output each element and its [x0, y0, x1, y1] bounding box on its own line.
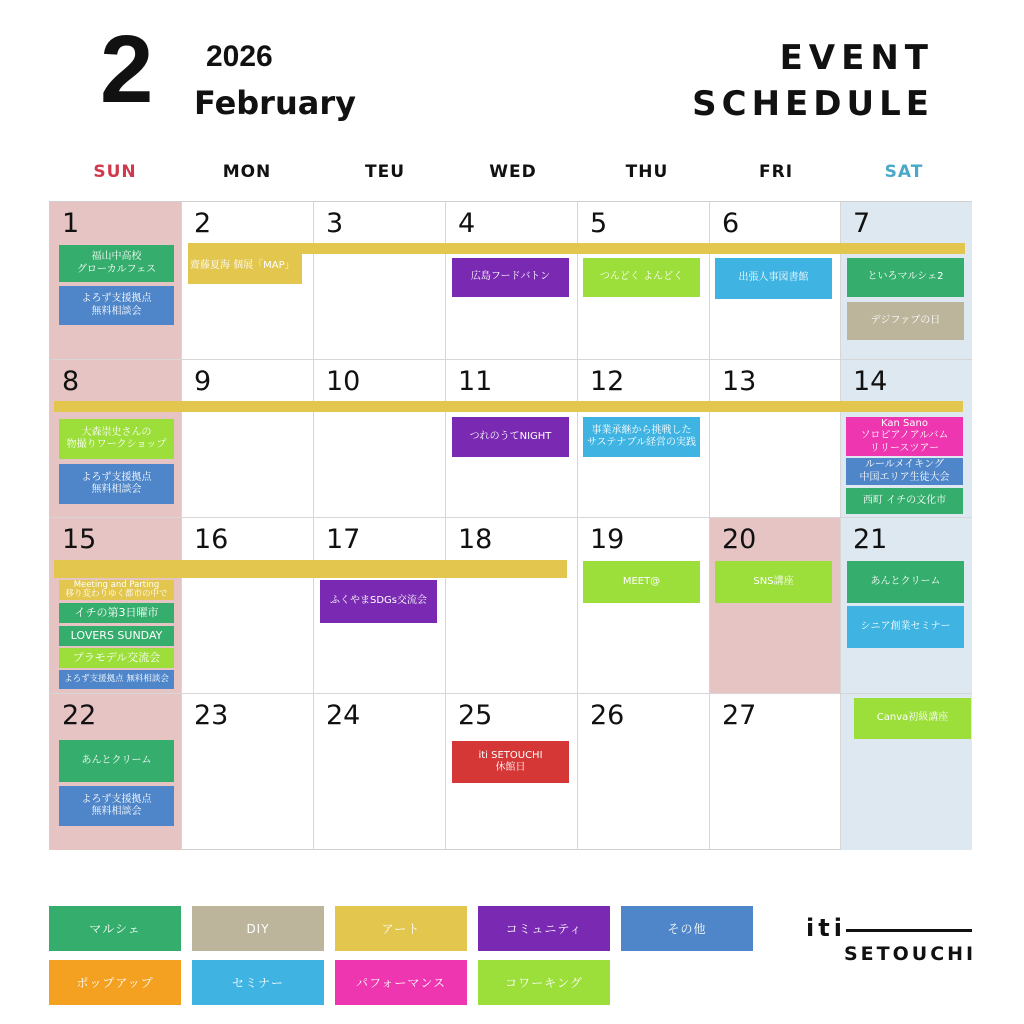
- event-meeting-parting[interactable]: Meeting and Parting 移り変わりゆく都市の中で: [59, 580, 174, 600]
- day-cell[interactable]: [182, 518, 314, 694]
- weekday-tue: TEU: [364, 162, 405, 182]
- day-number: 8: [62, 366, 80, 397]
- day-number: 7: [853, 208, 871, 239]
- legend-other: その他: [621, 906, 753, 951]
- day-number: 22: [62, 700, 97, 731]
- legend-performance: パフォーマンス: [335, 960, 467, 1005]
- weekday-thu: THU: [625, 162, 669, 182]
- day-number: 26: [590, 700, 625, 731]
- day-number: 18: [458, 524, 493, 555]
- art-exhibition-bar[interactable]: [188, 243, 965, 254]
- logo-iti: iti: [806, 914, 846, 942]
- event-senior-startup-seminar[interactable]: シニア創業セミナー: [847, 606, 964, 648]
- title-schedule: SCHEDULE: [692, 84, 934, 124]
- day-number: 17: [326, 524, 361, 555]
- day-cell[interactable]: [578, 694, 710, 850]
- day-number: 9: [194, 366, 212, 397]
- day-cell[interactable]: [710, 694, 841, 850]
- event-toiro-marche[interactable]: といろマルシェ2: [847, 258, 964, 297]
- day-cell[interactable]: [578, 518, 710, 694]
- event-lovers-sunday[interactable]: LOVERS SUNDAY: [59, 626, 174, 646]
- day-number: 16: [194, 524, 229, 555]
- day-number: 12: [590, 366, 625, 397]
- day-number: 23: [194, 700, 229, 731]
- event-fukuyama-sdgs[interactable]: ふくやまSDGs交流会: [320, 580, 437, 623]
- day-cell[interactable]: [314, 694, 446, 850]
- event-shuccho-library[interactable]: 出張人事図書館: [715, 258, 832, 299]
- day-number: 20: [722, 524, 757, 555]
- day-number: 19: [590, 524, 625, 555]
- day-cell[interactable]: [182, 360, 314, 518]
- weekday-mon: MON: [222, 162, 272, 182]
- day-number: 1: [62, 208, 80, 239]
- day-cell[interactable]: [446, 518, 578, 694]
- day-number: 24: [326, 700, 361, 731]
- day-cell[interactable]: [182, 694, 314, 850]
- day-cell[interactable]: [314, 202, 446, 360]
- day-number: 11: [458, 366, 493, 397]
- legend-diy: DIY: [192, 906, 324, 951]
- legend-community: コミュニティ: [478, 906, 610, 951]
- day-number: 10: [326, 366, 361, 397]
- event-yorozu-consult[interactable]: よろず支援拠点 無料相談会: [59, 286, 174, 325]
- day-number: 2: [194, 208, 212, 239]
- event-kan-sano[interactable]: Kan Sano ソロピアノアルバム リリースツアー: [846, 417, 963, 456]
- day-cell[interactable]: [710, 518, 841, 694]
- event-rule-making[interactable]: ルールメイキング 中国エリア生徒大会: [846, 458, 963, 485]
- day-number: 5: [590, 208, 608, 239]
- event-sns-course[interactable]: SNS講座: [715, 561, 832, 603]
- day-number: 3: [326, 208, 344, 239]
- event-tsurenouta-night[interactable]: つれのうてNIGHT: [452, 417, 569, 457]
- month-name: February: [194, 84, 356, 122]
- day-number: 13: [722, 366, 757, 397]
- legend-seminar: セミナー: [192, 960, 324, 1005]
- day-number: 4: [458, 208, 476, 239]
- event-hiroshima-food-baton[interactable]: 広島フードバトン: [452, 258, 569, 297]
- event-fukuyama-festival[interactable]: 福山中高校 グローカルフェス: [59, 245, 174, 282]
- weekday-sun: SUN: [93, 162, 137, 182]
- logo-divider: [846, 929, 972, 932]
- title-event: EVENT: [779, 38, 934, 78]
- event-canva-course[interactable]: Canva初級講座: [854, 698, 971, 739]
- event-plamodel-meetup[interactable]: プラモデル交流会: [59, 648, 174, 668]
- day-number: 21: [853, 524, 888, 555]
- day-number: 6: [722, 208, 740, 239]
- event-yorozu-consult[interactable]: よろず支援拠点 無料相談会: [59, 786, 174, 826]
- day-number: 25: [458, 700, 493, 731]
- art-bar-week2[interactable]: [54, 401, 963, 412]
- logo-setouchi: SETOUCHI: [844, 943, 977, 965]
- legend-marche: マルシェ: [49, 906, 181, 951]
- weekday-sat: SAT: [884, 162, 924, 182]
- day-number: 15: [62, 524, 97, 555]
- event-yorozu-consult[interactable]: よろず支援拠点 無料相談会: [59, 464, 174, 504]
- event-omori-workshop[interactable]: 大森崇史さんの 物撮りワークショップ: [59, 419, 174, 459]
- weekday-fri: FRI: [758, 162, 794, 182]
- event-meet[interactable]: MEET@: [583, 561, 700, 603]
- event-digifab-day[interactable]: デジファブの日: [847, 302, 964, 340]
- event-closed-day[interactable]: iti SETOUCHI 休館日: [452, 741, 569, 783]
- day-number: 27: [722, 700, 757, 731]
- art-bar-week3[interactable]: [54, 560, 567, 578]
- event-saito-exhibition[interactable]: 齋藤夏海 個展「MAP」: [188, 254, 302, 284]
- weekday-wed: WED: [489, 162, 537, 182]
- day-cell[interactable]: [710, 360, 841, 518]
- event-tsundoku[interactable]: つんどく よんどく: [583, 258, 700, 297]
- legend-coworking: コワーキング: [478, 960, 610, 1005]
- event-business-succession[interactable]: 事業承継から挑戦した サステナブル経営の実践: [583, 417, 700, 457]
- event-yorozu-consult[interactable]: よろず支援拠点 無料相談会: [59, 670, 174, 689]
- day-cell[interactable]: [314, 360, 446, 518]
- event-nishimachi-culture[interactable]: 西町 イチの文化市: [846, 488, 963, 514]
- day-number: 14: [853, 366, 888, 397]
- legend-popup: ポップアップ: [49, 960, 181, 1005]
- event-ichi-sunday-market[interactable]: イチの第3日曜市: [59, 603, 174, 623]
- event-anto-cream[interactable]: あんとクリーム: [59, 740, 174, 782]
- year-label: 2026: [206, 40, 273, 73]
- event-anto-cream[interactable]: あんとクリーム: [847, 561, 964, 603]
- legend-art: アート: [335, 906, 467, 951]
- month-number: 2: [100, 16, 154, 123]
